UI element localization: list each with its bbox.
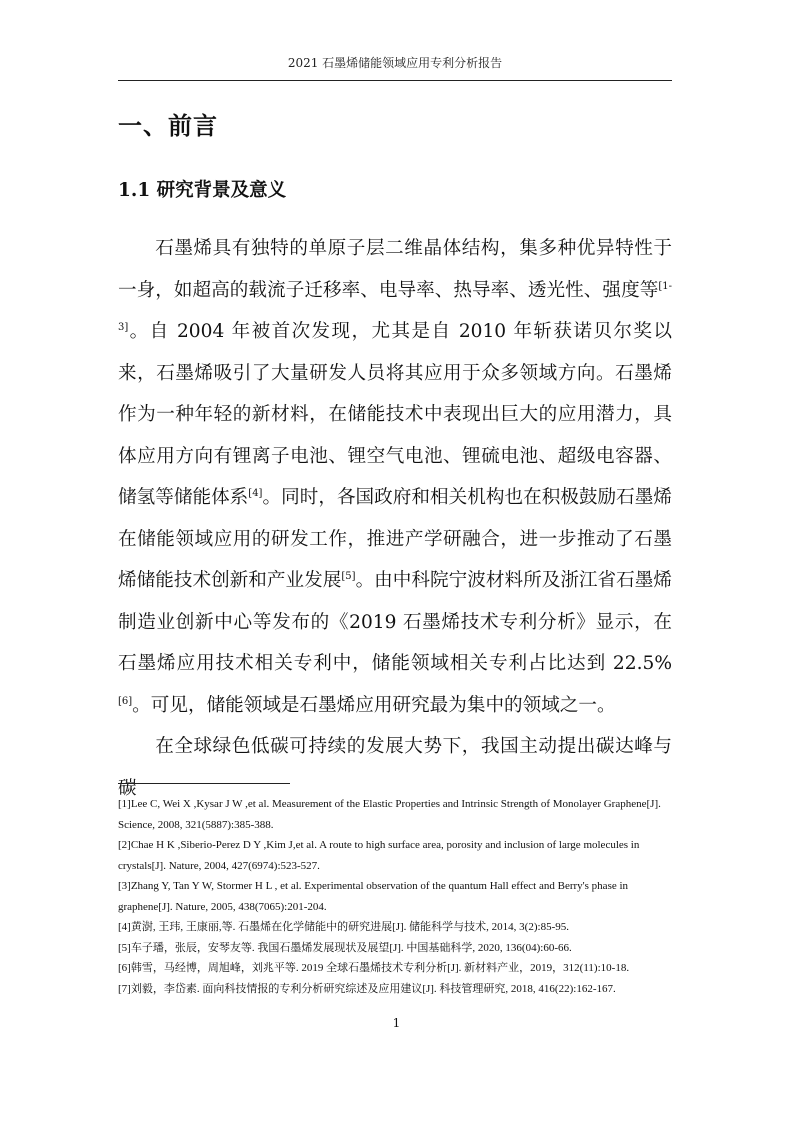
running-header: 2021 石墨烯储能领域应用专利分析报告 bbox=[287, 56, 503, 70]
paragraph-1 bbox=[118, 228, 672, 726]
footnote-7: [7]刘毅，李岱素. 面向科技情报的专利分析研究综述及应用建议[J]. 科技管理研究, 2018, 416(22):162-167. bbox=[118, 982, 616, 995]
paragraph-1-text-a: 石墨烯具有独特的单原子层二维晶体结构，集多种优异特性于一身，如超高的载流子迁移率、电导率、热导率、透光性、强度等 bbox=[118, 238, 672, 301]
footnote-2: [2]Chae H K ,Siberio-Perez D Y ,Kim J,et al. A route to high surface area, porosity and inclusion of large molecules in crystals[J]. Nature, 2004, 427(6974):523-527. bbox=[118, 839, 640, 872]
paragraph-1-text-b: 。自 2004 年被首次发现，尤其是自 2010 年斩获诺贝尔奖以来，石墨烯吸引了大量研发人员将其应用于众多领域方向。石墨烯作为一种年轻的新材料，在储能技术中表现出巨大的应用潜力，具体应用方向有锂离子电池、锂空气电池、锂硫电池、超级电容器、储氢等储能体系 bbox=[118, 321, 672, 508]
citation-1-3: [1-3] bbox=[118, 280, 672, 333]
paragraph-1-text-e: 。可见，储能领域是石墨烯应用研究最为集中的领域之一。 bbox=[132, 694, 616, 716]
paragraph-1-text-d: 。由中科院宁波材料所及浙江省石墨烯制造业创新中心等发布的《2019 石墨烯技术专利分析》显示，在石墨烯应用技术相关专利中，储能领域相关专利占比达到 22.5% bbox=[118, 570, 672, 674]
page-number: 1 bbox=[392, 1016, 401, 1030]
footnote-divider bbox=[118, 783, 290, 784]
paragraph-2: 在全球绿色低碳可持续的发展大势下，我国主动提出碳达峰与碳 bbox=[118, 736, 672, 799]
header-divider bbox=[118, 80, 672, 81]
footnote-5: [5]车子璠，张辰，安琴友等. 我国石墨烯发展现状及展望[J]. 中国基础科学, 2020, 136(04):60-66. bbox=[118, 941, 572, 954]
footnotes bbox=[118, 794, 674, 999]
body-text bbox=[118, 228, 672, 809]
paragraph-1-text-c: 。同时，各国政府和相关机构也在积极鼓励石墨烯在储能领域应用的研发工作，推进产学研融合，进一步推动了石墨烯储能技术创新和产业发展 bbox=[118, 487, 672, 591]
footnote-1: [1]Lee C, Wei X ,Kysar J W ,et al. Measurement of the Elastic Properties and Intrinsic Strength of Monolayer Graphene[J]. Science, 2008, 321(5887):385-388. bbox=[118, 798, 661, 831]
citation-5: [5] bbox=[341, 571, 356, 582]
footnote-6: [6]韩雪，马经博，周旭峰，刘兆平等. 2019 全球石墨烯技术专利分析[J]. 新材料产业，2019，312(11):10-18. bbox=[118, 962, 630, 974]
chapter-title: 一、前言 bbox=[118, 111, 218, 140]
citation-4: [4] bbox=[248, 488, 263, 499]
footnote-4: [4]黄澍, 王玮, 王康丽,等. 石墨烯在化学储能中的研究进展[J]. 储能科学与技术, 2014, 3(2):85-95. bbox=[118, 921, 569, 933]
section-title: 1.1 研究背景及意义 bbox=[118, 180, 287, 201]
footnote-3: [3]Zhang Y, Tan Y W, Stormer H L , et al. Experimental observation of the quantum Hall effect and Berry's phase in graphene[J]. Nature, 2005, 438(7065):201-204. bbox=[118, 880, 629, 913]
citation-6: [6] bbox=[118, 695, 133, 707]
